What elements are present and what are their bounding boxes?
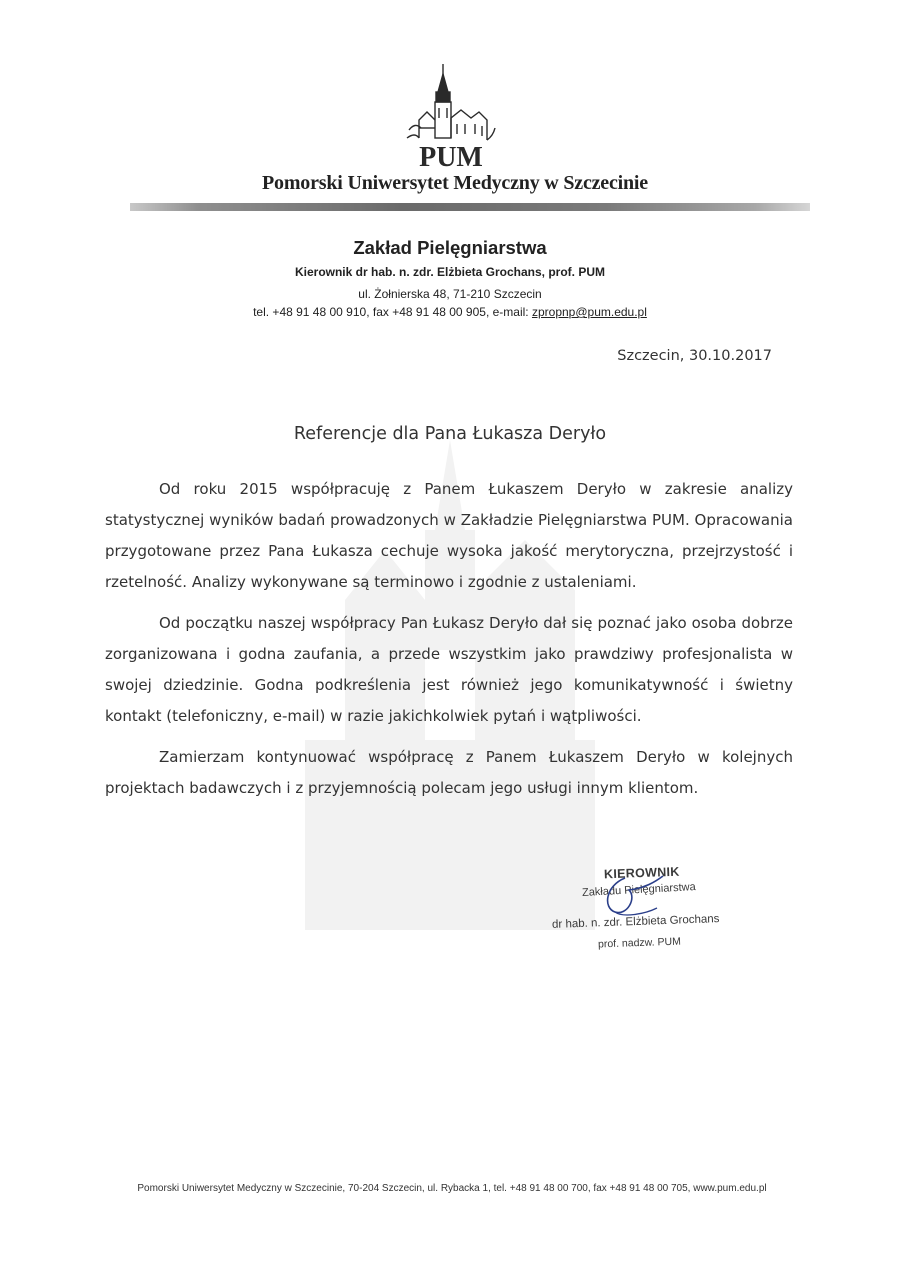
letter-subject: Referencje dla Pana Łukasza Deryło bbox=[293, 424, 607, 444]
university-name: Pomorski Uniwersytet Medyczny w Szczecinie bbox=[262, 172, 648, 194]
university-logo-icon bbox=[405, 62, 497, 174]
body-paragraph: Od roku 2015 współpracuję z Panem Łukaszem Deryło w zakresie analizy statystycznej wyników badań prowadzonych w Zakładzie Pielęgniarstwa PUM. Opracowania przygotowane przez Pana Łukasza cechuje wysoka jakość merytoryczna, przejrzystość i rzetelność. Analizy wykonywane są terminowo i zgodnie z ustaleniami. bbox=[105, 480, 793, 591]
letter-date: Szczecin, 30.10.2017 bbox=[617, 348, 772, 364]
page-footer: Pomorski Uniwersytet Medyczny w Szczecinie, 70-204 Szczecin, ul. Rybacka 1, tel. +48 91 48 00 700, fax +48 91 48 00 705, www.pum.edu.pl bbox=[137, 1183, 767, 1194]
department-name: Zakład Pielęgniarstwa bbox=[353, 237, 547, 258]
logo-text: PUM bbox=[419, 142, 483, 173]
department-contact bbox=[0, 305, 900, 319]
department-address: ul. Żołnierska 48, 71-210 Szczecin bbox=[358, 287, 542, 301]
letter-body bbox=[105, 474, 793, 814]
body-paragraph: Od początku naszej współpracy Pan Łukasz Deryło dał się poznać jako osoba dobrze zorganizowana i godna zaufania, a przede wszystkim jako prawdziwy profesjonalista w swojej dziedzinie. Godna podkreślenia jest również jego komunikatywność i świetny kontakt (telefoniczny, e-mail) w razie jakichkolwiek pytań i wątpliwości. bbox=[105, 614, 793, 725]
header-divider bbox=[130, 203, 810, 211]
signature-name: dr hab. n. zdr. Elżbieta Grochans bbox=[551, 913, 720, 931]
signature-title: KIEROWNIK bbox=[603, 864, 680, 882]
contact-phone-fax: tel. +48 91 48 00 910, fax +48 91 48 00 905, e-mail: bbox=[253, 305, 532, 319]
contact-email-link[interactable]: zpropnp@pum.edu.pl bbox=[531, 305, 647, 319]
department-head: Kierownik dr hab. n. zdr. Elżbieta Grochans, prof. PUM bbox=[294, 265, 606, 279]
signature-rank: prof. nadzw. PUM bbox=[597, 935, 682, 951]
body-paragraph: Zamierzam kontynuować współpracę z Panem Łukaszem Deryło w kolejnych projektach badawczych i z przyjemnością polecam jego usługi innym klientom. bbox=[105, 748, 793, 797]
signature-department: Zakładu Pielęgniarstwa bbox=[581, 881, 696, 899]
